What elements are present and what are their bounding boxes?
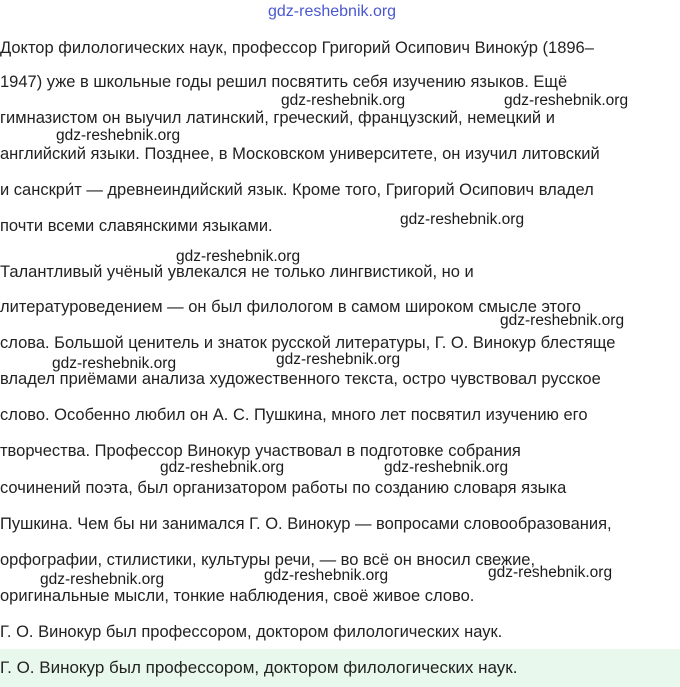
p2-line-5: слово. Особенно любил он А. С. Пушкина, много лет посвятил изучению его bbox=[0, 406, 588, 424]
answer-box bbox=[0, 649, 680, 687]
watermark: gdz-reshebnik.org bbox=[500, 312, 625, 329]
watermark: gdz-reshebnik.org bbox=[56, 127, 181, 144]
p1-line-3: гимназистом он выучил латинский, греческий, французский, немецкий и bbox=[0, 109, 555, 127]
watermark: gdz-reshebnik.org bbox=[276, 351, 401, 368]
watermark: gdz-reshebnik.org bbox=[160, 459, 285, 476]
p2-line-4: владел приёмами анализа художественного текста, остро чувствовал русское bbox=[0, 370, 601, 388]
p2-line-10: оригинальные мысли, тонкие наблюдения, своё живое слово. bbox=[0, 587, 475, 605]
watermark: gdz-reshebnik.org bbox=[384, 459, 509, 476]
p2-line-2: литературоведением — он был филологом в самом широком смысле этого bbox=[0, 298, 581, 316]
watermark: gdz-reshebnik.org bbox=[264, 567, 389, 584]
p1-line-6: почти всеми славянскими языками. bbox=[0, 217, 273, 235]
summary-line: Г. О. Винокур был профессором, доктором филологических наук. bbox=[0, 623, 503, 641]
watermark: gdz-reshebnik.org bbox=[176, 248, 301, 265]
p2-line-6: творчества. Профессор Винокур участвовал в подготовке собрания bbox=[0, 442, 521, 460]
watermark: gdz-reshebnik.org bbox=[488, 564, 613, 581]
top-watermark: gdz-reshebnik.org bbox=[268, 3, 397, 20]
p2-line-3: слова. Большой ценитель и знаток русской литературы, Г. О. Винокур блестяще bbox=[0, 334, 616, 352]
answer-text: Г. О. Винокур был профессором, доктором филологических наук. bbox=[0, 658, 518, 677]
p1-line-5: и санскри́т — древнеиндийский язык. Кроме того, Григорий Осипович владел bbox=[0, 181, 594, 199]
p1-line-1: Доктор филологических наук, профессор Григорий Осипович Виноку́р (1896– bbox=[0, 39, 594, 57]
p2-line-9: орфографии, стилистики, культуры речи, — во всё он вносил свежие, bbox=[0, 551, 536, 569]
watermark: gdz-reshebnik.org bbox=[52, 355, 177, 372]
watermark: gdz-reshebnik.org bbox=[400, 211, 525, 228]
p2-line-8: Пушкина. Чем бы ни занимался Г. О. Винокур — вопросами словообразования, bbox=[0, 515, 612, 533]
watermark: gdz-reshebnik.org bbox=[504, 92, 629, 109]
p2-line-1: Талантливый учёный увлекался не только лингвистикой, но и bbox=[0, 263, 474, 281]
p1-line-2: 1947) уже в школьные годы решил посвятить себя изучению языков. Ещё bbox=[0, 73, 568, 91]
p2-line-7: сочинений поэта, был организатором работы по созданию словаря языка bbox=[0, 479, 567, 497]
p1-line-4: английский языки. Позднее, в Московском университете, он изучил литовский bbox=[0, 145, 600, 163]
watermark: gdz-reshebnik.org bbox=[40, 571, 165, 588]
watermark: gdz-reshebnik.org bbox=[281, 92, 406, 109]
